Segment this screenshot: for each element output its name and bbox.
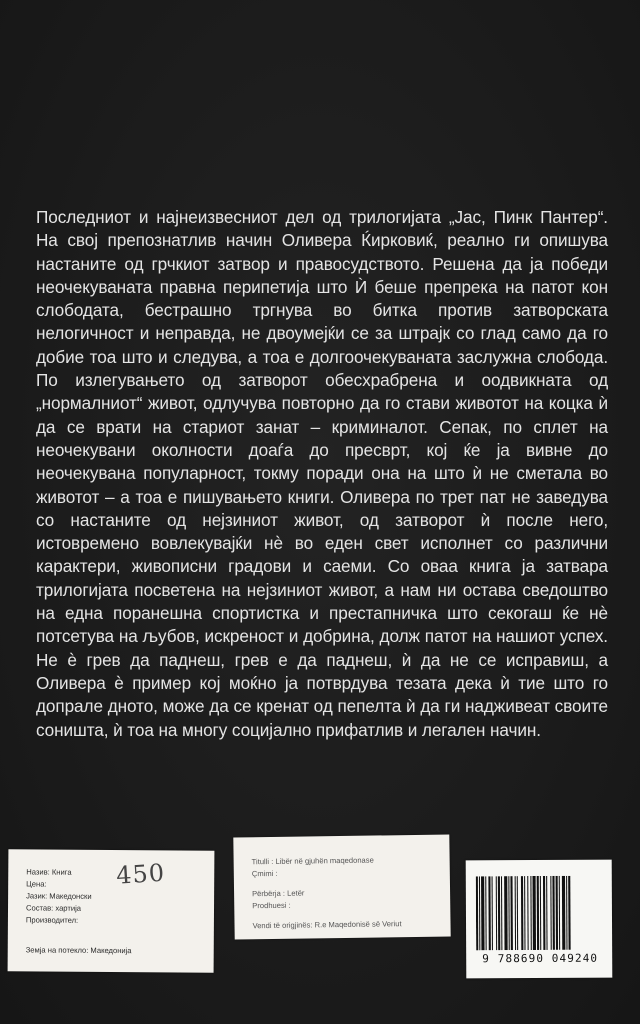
barcode-bar [568, 876, 570, 950]
barcode-bar [496, 876, 497, 950]
origin-field: Vendi të origjinës: R.e Maqedonisë së Veriut [252, 919, 402, 931]
price-field: Çmimi : [251, 868, 278, 879]
barcode-bar [540, 876, 541, 950]
title-field: Titulli : Libër në gjuhën maqedonase [251, 855, 374, 867]
barcode-bar [479, 876, 480, 950]
barcode-bar [476, 876, 478, 950]
barcode-bar [530, 876, 531, 950]
barcode-bar [515, 876, 516, 950]
barcode-bar [517, 876, 518, 950]
isbn-barcode [466, 860, 613, 979]
barcode-bar [559, 876, 560, 950]
price-sticker-albanian [233, 834, 450, 939]
barcode-bar [492, 876, 493, 950]
composition-field: Состав: хартија [25, 903, 82, 913]
barcode-bar [504, 876, 508, 950]
barcode-bar [552, 876, 554, 950]
blurb-paragraph: Последниот и најнеизвесниот дел од трилогијата „Јас, Пинк Пантер“. На свој препознатлив начин Оливера Ќирковиќ, реално ги опишува настаните од грчкиот затвор и правосудството. Решена да ја победи неочекуваната правна перипетија што Ѝ беше препрека на патот кон слободата, бестрашно тргнува во битка против затворската нелогичност и неправда, не двоумејќи се за штрајк со глад само да го добие тоа што и следува, а тоа е долгоочекуваната заслужна слобода. По излегувањето од затворот обесхрабрена и оодвикната од „нормалниот“ живот, одлучува повторно да го стави животот на коцка ѝ да се врати на стариот занат – криминалот. Сепак, по сплет на неочекувани околности доаѓа до пресврт, кој ќе ја вивне до неочекувана популарност, токму поради она на што ѝ не сметала во животот – а тоа е пишувањето книги. Оливера по трет пат не заведува со настаните од нејзиниот живот, од затворот ѝ после него, истовремено вовлекувајќи нѐ во еден свет исполнет со различни карактери, живописни градови и саеми. Со оваа книга ја затвара трилогијата посветена на нејзиниот живот, а нам ни остава сведоштво на една поранешна спортистка и престапничка што секогаш ќе нѐ потсетува на љубов, искреност и добрина, долж патот на нашиот успех. Не ѐ грев да паднеш, грев е да паднеш, ѝ да не се исправиш, а Оливера ѐ пример кој моќно ја потврдува тезата дека ѝ тие што го допрале дното, може да се кренат од пепелта ѝ да ги надживеат своите соништа, ѝ тоа на многу социјално прифатлив и легален начин. [36, 207, 608, 740]
barcode-bar [488, 876, 490, 950]
barcode-bar [537, 876, 539, 950]
barcode-number: 9 788690 049240 [482, 951, 599, 966]
producer-field: Производител: [25, 915, 79, 925]
barcode-bar [481, 876, 485, 950]
barcode-bar [550, 876, 551, 950]
barcode-bar [498, 876, 500, 950]
barcode-bar [521, 876, 523, 950]
barcode-bar [556, 876, 558, 950]
barcode-bar [524, 876, 525, 950]
price-sticker-macedonian [8, 849, 215, 972]
barcode-bar [510, 876, 512, 950]
language-field: Јазик: Македонски [26, 891, 92, 901]
barcode-bar [546, 876, 547, 950]
material-field: Përbërja : Letër [252, 888, 305, 899]
product-name: Назив: Книга [26, 867, 72, 877]
handwritten-price: 450 [115, 858, 166, 890]
barcode-bar [527, 876, 528, 950]
price-field: Цена: [26, 879, 47, 889]
barcode-bar [501, 876, 502, 950]
barcode-icon [476, 876, 602, 951]
producer-field: Prodhuesi : [252, 900, 291, 911]
origin-field: Земја на потекло: Македонија [25, 945, 132, 956]
barcode-bar [562, 876, 566, 950]
barcode-bar [566, 876, 567, 950]
barcode-bar [485, 876, 486, 950]
barcode-bar [508, 876, 509, 950]
barcode-bar [532, 876, 536, 950]
back-cover-blurb [36, 206, 608, 742]
barcode-bar [543, 876, 545, 950]
